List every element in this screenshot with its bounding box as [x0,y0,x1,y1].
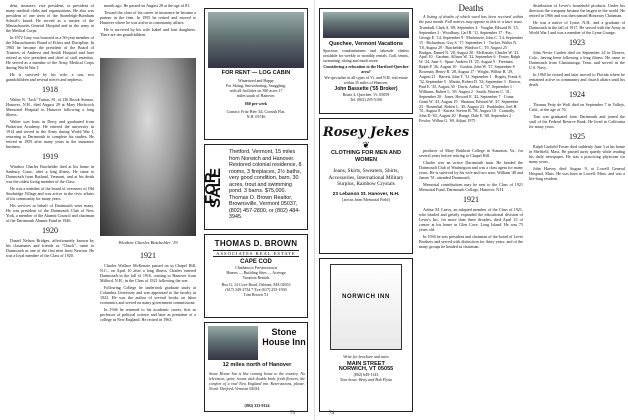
obituary-paragraph: Ralph Garfield Foster died suddenly June 3 at his home in Sheffield, Mass. He passed away quietly while reading his daily newspaper. He was a practicing physician for many years. [529,144,625,164]
ad-address: Route 4, Quechee, Vt. 05059 [342,92,390,97]
photo-caption: Windsor Charles Batchelder '19 [118,240,178,245]
ad-line: (617) 349-2734 * Eve (617) 255-1930 [225,287,287,292]
ad-line: with all facilities on 380 acres 17 [229,88,283,93]
ad-firm: John Bassette ('55 Broker) [334,86,398,92]
obituary-paragraph: Walter was born in Derry and graduated from Pinkerton Academy. He entered the university in 1914 and served in the Army during World War I, returning to Dartmouth to complete his studies. He retired in 1959 after many years in the insurance business. [6,119,94,149]
obituary-paragraph: In 1946 he returned to his academic career, first as professor of political science and later as president of a college in New England. He retired in 1963. [100,307,196,322]
obituary-paragraph: Following College he undertook graduate study at Columbia University and was appointed to the faculty in 1922. He was the author of several books on labor economics and served on many government commissions. [100,285,196,305]
obituary-paragraph: Toward the close of his career in insurance he became a partner in the firm. In 1955 he retired and moved to Hanover where he was active in community affairs. [100,10,196,25]
ad-phone: Tel. (802) 295-5100 [349,97,383,102]
ad-title: Rosey Jekes [322,125,410,140]
norwich-inn-ad [319,258,413,412]
ad-address: 23 Lebanon St. Hanover, N.H. [332,191,400,197]
quechee-photo [323,12,409,38]
ad-note: [across from Memorial Field] [342,196,390,202]
obituary-paragraph: In 1972 Gary was honored as a 50-year member of the Massachusetts Board of Ethics and Discipline. In 1965 he became the president of the Board of Trustees of Amherst and Smith Hospital and later retired as vice president and chief of staff emeritus. He served as a member of the Army Medical Corps during World War I. [6,35,94,70]
left-page-column-1 [6,3,94,415]
obituary-paragraph: He was a member of the board of overseers of Old Sturbridge Village and was active in the civic affairs of his community for many years. [6,186,94,201]
obituary-paragraph: Thomas Petty de Wolf died on September 7 in Vallejo, Calif., at the age of 76. [529,102,625,112]
obituary-paragraph: He was a native of Lyme, N.H., and a graduate of Dartmouth in the fall of 1917. He served with the Army in World War I and was a member of the Lyme Grange. [529,20,625,35]
ad-ornament: ❦ [362,140,370,150]
ad-question: Considering a relocation to the Hartford-Quechee area? [323,64,409,74]
obituary-paragraph: Walter N. "Jack" Tutton, 81, of 136 Brook Avenue, Hanover, N.H., died August 29 at Mary Hitchcock Memorial Hospital in Hanover following a long illness. [6,97,94,117]
ad-line: Homes — Building Sites — Acreage [226,270,286,275]
deaths-list: Trumbull, Clark A. '08, September 4 · Vaughn, Edward R. '15, September 3 · Woodbury, Carl R. '11, September 17 · Fry, George E. '14, September 9 · Mackenzie, John C. '14, September 15 · Richardson, Guy S. '17, September 1 · Tucker, Walter N. '18, August 29 · Batchelder, Windsor C. '19, August 25 · Bridges, Daniel N. '20, August 28 · McKenzie, Charles W. '21, April 10 · Gardner, Allison W. '22, September 6 · Foster, Ralph W. '24, June 3 · Spurr, Andrew H. '25, August 9 · Freeman, Ralph P. '26, August 10 · Gordon, John W. '27, September 8 · Bowman, Henry R. '28, August 17 · Wright, Wilbur B. '29, August 21 · Barrett, John T. '31, September 1 · Rogers, Frank S. '32, September 5 · Martin, Robert D. '34, September 3 · Brown, Paul E. '35, August 30 · Davis, Arthur L. '37, September 1 · Williams, Robert L. '39, August 2 · Smith, Warren C. '41, September 20 · Jones, Howard E. '42, September 7 · Crane, Grant W. '43, August 19 · Shuman, Edward W. '47, September 23 · Rosenthal, Robert L. '49, August 24 · Burkhalter, Joel H. '51, August 8 · Kuretz, Steven R. '58, August 10 · Connolly, John D. '65, August 20 · Runge, Dale E. '68, September 2 · Fowler, Wilbur G. '69, Adjust 1975 [419,25,523,124]
cabin-rental-ad [204,8,308,140]
ad-title: NORWICH INN [342,294,390,300]
cabin-photo [208,12,304,68]
class-year-heading: 1921 [463,195,479,204]
obituary-paragraph: Memorial contributions may be sent to the Class of 1921 Memorial Fund, Dartmouth College, Hanover, N.H. [419,182,523,192]
thomas-brown-ad [204,234,308,318]
ad-line: For Skiing, Snowshoeing, Snuggling, [225,83,286,88]
right-page-column-2 [529,3,625,415]
rosey-jekes-ad [319,118,413,254]
ad-address: MAIN STREET [347,361,385,367]
deaths-title: Deaths [458,3,484,13]
class-year-heading: 1918 [42,85,58,94]
obituary-paragraph: Windsor Charles Batchelder died at his home in Sanbury, Conn., after a long illness. He came to Dartmouth from Rutland, Vermont, and at his death was the oldest living member of the Class. [6,164,94,184]
ad-caption: Write for brochure and rates [343,354,389,359]
obituary-paragraph: In 1936 he was president and chairman of the board of Lever Brothers and served with distinction for thirty years; and of the many groups he headed as chairman. [419,234,523,249]
inn-sign-illustration [330,264,402,350]
deaths-section [419,3,523,143]
for-sale-label: FOR SALE [202,168,224,209]
class-year-heading: 1923 [569,38,585,47]
ad-title: THOMAS D. BROWN [214,239,298,248]
ad-city: NORWICH, VT 05055 [338,366,394,372]
obituary-paragraph: producer of Mary Baldwin College in Staunton, Va., for several years before retiring to Chapel Hill. [419,148,523,158]
obituary-paragraph: He is survived by his wife Isabel and four daughters. There are ten grandchildren. [100,27,196,37]
ad-body: Stone House Inn is like coming home to the country. No television, quiet, rooms with double beds, fresh flowers, the comfort of a real New England inn. Reservations, please. North Thetford, Vermont 05054. [209,371,305,391]
obituary-paragraph: John Nevin Carden died on September 24 in Denver, Colo., having been following a long illness. He came to Dartmouth from Chattanooga, Tenn. and served in the U.S. Navy. [529,50,625,70]
ad-phone: (802) 333-9124 [244,403,270,408]
ad-subtitle: 12 miles north of Hanover [222,362,292,368]
obituary-paragraph: dent, treasurer, vice president, or president of many medical clubs and organizations. He also was president of one term of the Stoneleigh-Burnham School's board. He served as a trustee of the Massachusetts General Hospital and in the army in the Medical Corps. [6,3,94,33]
obituary-paragraph: Charles Wallace McKenzie passed on in Chapel Hill, N.C., on April 10 after a long illness. Charles entered Dartmouth in the fall of 1916, coming to Hanover from Milford, N.H., in the Class of 1921 following the war. [100,263,196,283]
ad-subtitle: ASSOCIATES REAL ESTATE [213,250,299,257]
class-year-heading: 1925 [569,132,585,141]
right-page [314,0,628,420]
ad-line: Box G, 14 Cove Road, Orleans, MA 02653 [221,282,291,287]
ad-line: Chatham to Provincetown [235,265,277,270]
quechee-ad [319,8,413,114]
class-year-heading: 1920 [42,226,58,235]
class-year-heading: 1921 [140,251,156,260]
ad-line: Tom Brown '51 [243,292,269,297]
ad-footer: Your hosts: Betty and Bob Flynn [340,377,392,382]
obituary-paragraph: Daniel Nelson Bridges, affectionately known by his classmates and friends as "Chuck", came to Dartmouth as one of the first men from Newton. He was a loyal member of the Class of 1920. [6,238,94,258]
ad-title: Quechee, Vermont Vacations [329,41,403,47]
ad-line: miles south of Hanover. [236,93,276,98]
obituary-paragraph: Arthur M. Leavy, an adopted member of the Class of 1921, who headed and greatly expanded the educational division of Lever's Inc. for more than three decades, died April 15 of cancer at his home in Glen Cove, Long Island. He was 75 years old. [419,207,523,232]
obituary-paragraph: Tom was graduated from Dartmouth and joined the staff of the Federal Reserve Bank. He lived in California for many years. [529,114,625,129]
page-number: 74 [329,411,334,416]
obituary-paragraph: John Harvey died August 9, at Lowell General Hospital, Mass. He was born in Lowell, Mass. and was a life-long resident. [529,166,625,181]
obituary-paragraph: His services in behalf of Dartmouth were many. He was president of the Dartmouth Club of New York, a member of the Alumni Council and chairman of the Dartmouth Alumni Fund in 1946. [6,203,94,223]
ad-line: Contact: Fritz Hier '44, Cornish Flat, [226,109,286,114]
obituary-paragraph: He is survived by his wife, a son, two grandchildren and several nieces and nephews. [6,72,94,82]
ad-region: CAPE COD [240,259,272,265]
ad-phone: (802) 649-1143 [353,372,379,377]
left-page-column-2-lower [100,248,196,412]
class-year-heading: 1924 [569,90,585,99]
class-year-heading: 1919 [42,152,58,161]
ad-items: Jeans, Skirts, Sweaters, Shirts, Accessories, International Military Surplus, Rainbow Crystals [328,168,404,188]
ad-line: N.H. 03746 [246,114,266,119]
obituary-paragraph: month ago. He passed on August 28 at the age of 81. [104,3,191,8]
ad-title: FOR RENT — LOG CABIN [221,70,291,76]
right-page-column-1 [419,148,523,412]
page-number: 73 [290,411,295,416]
ad-subtitle: CLOTHING FOR MEN AND WOMEN [330,150,402,163]
ad-line: Winterized and Happy [237,78,275,83]
obituary-paragraph: In 1960 he retired and later moved to Florida where he remained active in community and church affairs until his death. [529,72,625,87]
obituary-paragraph: Charlie was an active Dartmouth man. He headed the Dartmouth Club of Washington and was a class agent for many years. He is survived by his wife and two sons, William '48 and James '51, attended Dartmouth. [419,160,523,180]
ad-title: Stone House Inn [262,327,306,347]
stone-house-inn-ad [204,322,308,412]
inn-photo [208,326,258,360]
for-sale-ad [204,144,308,230]
for-sale-body: Thetford, Vermont, 15 miles from Norwich and Hanover. Restored colonial residence, 8 rooms, 3 fireplaces, 2½ baths, very good condition, barn, 30 acres, trout and swimming pond. 3 barns. $75,000. Thomas D. Brown Realtor, Brownsville, Vermont 05037, (802) 457-2800, or (802) 484-3945. [229,149,302,220]
portrait-photo [100,58,196,236]
obituary-paragraph: distribution of Lever's household products. Under his direction the company became the largest in the world. He retired in 1966 and was then named Honorary Chairman. [529,3,625,18]
ad-answer: We specialize in all types of Vt. and N.H. real estate within 35 miles of Hanover. [324,75,408,85]
ad-price: $60 per week [244,101,268,106]
deaths-intro: A listing of deaths of which word has been received within the past month. Full notices may appear in this or a later issue. [419,14,523,24]
ad-line: Vacation Rentals [242,275,270,280]
ad-body: Spacious condominiums and lakeside chalets available for weekly or monthly rentals. Golf, tennis, swimming, skiing and much more. [323,48,409,63]
